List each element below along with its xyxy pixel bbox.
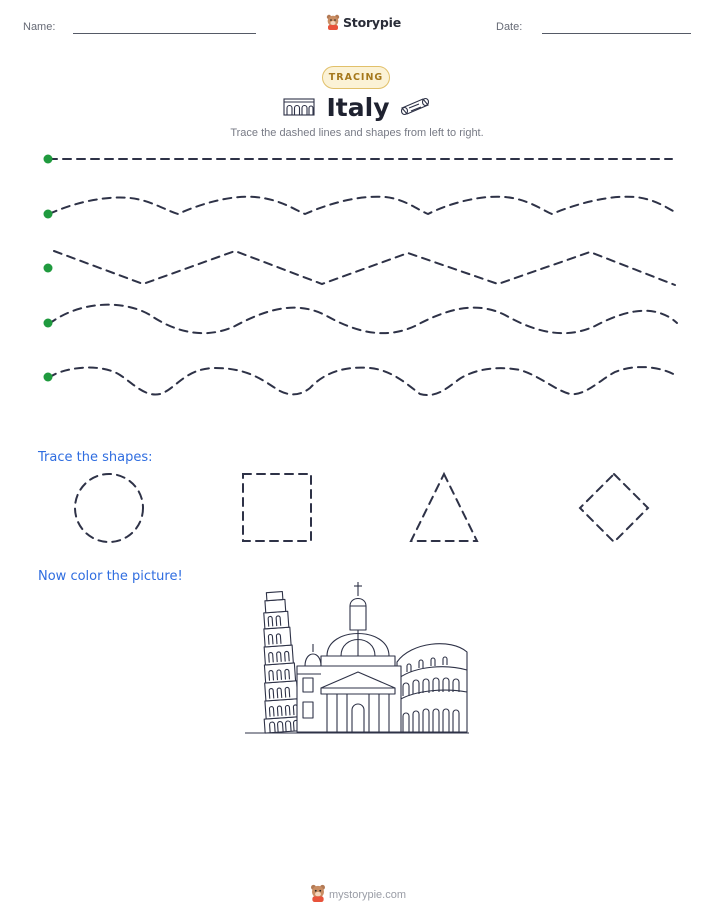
tracing-line-smooth-wave[interactable] [49, 305, 677, 333]
start-dot [44, 155, 53, 164]
rolled-scroll-map-icon [399, 96, 431, 116]
tracing-line-wave[interactable] [49, 197, 675, 214]
date-label: Date: [496, 21, 523, 33]
date-line[interactable] [542, 33, 691, 34]
trace-triangle[interactable] [411, 474, 477, 541]
brand-logo [326, 14, 401, 30]
trace-square[interactable] [243, 474, 311, 541]
brand-name: Storypie [343, 14, 401, 30]
footer-bear-icon [310, 884, 326, 902]
footer-url[interactable]: mystorypie.com [329, 889, 407, 901]
instructions-text: Trace the dashed lines and shapes from left to right. [230, 127, 484, 139]
colosseum [397, 644, 467, 732]
start-dot [44, 319, 53, 328]
name-line[interactable] [73, 33, 256, 34]
colosseum-arches-icon [283, 98, 315, 116]
start-dot [44, 210, 53, 219]
coloring-section-label: Now color the picture! [38, 569, 183, 584]
trace-circle[interactable] [75, 474, 143, 542]
name-label: Name: [23, 21, 56, 33]
dome-basilica [297, 582, 401, 732]
tracing-line-bumpy-wave[interactable] [49, 367, 677, 395]
tracing-shapes-area [0, 465, 714, 555]
start-dot [44, 264, 53, 273]
page-title: Italy [326, 93, 390, 122]
tracing-lines-area [0, 140, 714, 400]
shapes-section-label: Trace the shapes: [38, 450, 153, 465]
trace-diamond[interactable] [580, 474, 648, 542]
leaning-tower-pisa [255, 591, 303, 733]
tracing-badge: TRACING [322, 66, 390, 89]
tracing-line-zigzag[interactable] [54, 251, 675, 285]
italy-landmarks-illustration[interactable] [241, 578, 473, 738]
start-dot [44, 373, 53, 382]
bear-mascot-icon [326, 14, 340, 30]
